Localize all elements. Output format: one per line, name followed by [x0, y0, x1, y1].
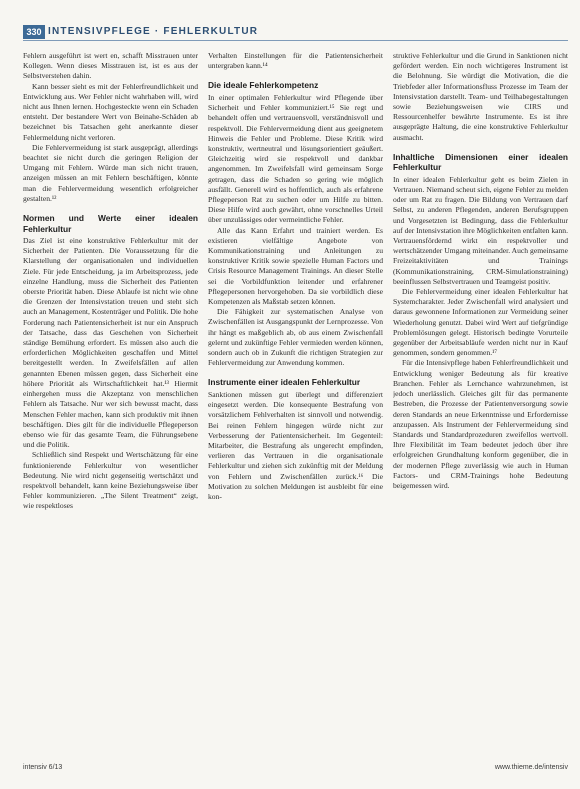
section-heading: Instrumente einer idealen Fehlerkultur — [208, 377, 361, 388]
section-heading: Inhaltliche Dimensionen einer idealen Fehlerkultur — [393, 151, 568, 173]
paragraph: struktive Fehlerkultur und die Grund in Sanktionen nicht gefördert werden. Ein noch wichtigeres Instrument ist die Belohnung. Sie würdigt die Motivation, die die Triebfeder aller Informationsfluss Prozesse im Team der Intensivstation darstellt. Team- und Teilhabegestaltungen sowie Beziehungsweisen wie CIRS und Ressourcenhelfer bewährte Instrumente. Es ist ihre ausgeprägte Haltung, die eine konstruktive Fehlerkultur ausmacht. — [393, 51, 568, 142]
paragraph: Verhalten Einstellungen für die Patientensicherheit untergraben kann.¹⁴ — [208, 51, 383, 71]
paragraph: Das Ziel ist eine konstruktive Fehlerkultur mit der Sicherheit der Patienten. Die Voraussetzung für die Klarstellung der organisationalen und individuellen Ziele. Für jede Entscheidung, ja im Arbeitsprozess, jede einzelne Handlung, muss die Sicherheit des Patienten oberste Priorität haben. Diese Ablaufe ist nicht wie ohne die Grenzen der Intensivstation treuen und steht sich auch an Management, Kostenträger und Politik. Die hohe Forderung nach Patientensicherheit ist nur ein Anspruch der Tatsache, dass das Geschehen von Sicherheit ständige Bemühung erfordert. Es müssen also auch die erforderlichen Möglichkeiten geschaffen und Mittel bereitgestellt werden. In Zweifelsfällen auf allen genannten Ebenen müssen gegen, dass Sicherheit eine höhere Priorität als Wirtschaftlichkeit hat.¹³ Hiermit einhergehen muss die Akzeptanz von menschlichen Fehlern als Tatsache. Nur wer sich bewusst macht, dass Menschen Fehler machen, kann sich produktiv mit ihnen beschäftigen. Dies gilt für die individuelle Pflegeperson ebenso wie für das gesamte Team, die Führungsebene und die Politik. — [23, 236, 198, 450]
paragraph: Die Fehlervermeidung ist stark ausgeprägt, allerdings beachtet sie nicht durch die geringen Religion der Umgang mit Fehlern. Würde man sich nicht trauen, anzeigen müssen an mit Fehlern beschäftigen, könnte man die Fehlervermeidung wesentlich erfolgreicher gestalten.¹² — [23, 142, 198, 203]
paragraph: Die Fehlervermeidung einer idealen Fehlerkultur hat Systemcharakter. Jeder Zwischenfall wird analysiert und daraus gewonnene Informationen zur Vermeidung seiner Wiederholung genutzt. Dabei wird Wert auf tiefgründige Problemlösungen gelegt. Historisch bedingte Vorurteile gegenüber der Arbeitsabläufe werden nicht nur in Kauf genommen, sondern genommen.¹⁷ — [393, 287, 568, 358]
paragraph: Alle das Kann Erfahrt und trainiert werden. Es existieren vielfältige Angebote von Kommunikationstraining und Anleitungen zu konstruktiver Kritik sowie spezielle Human Factors und Crisis Resource Management Trainings. An dieser Stelle sei die Vorbildfunktion leitender und erfahrener Pflegepersonen hervorgehoben. Da sie vorbildlich diese Kompetenzen als Maßstab setzen können. — [208, 225, 383, 306]
paragraph: In einer idealen Fehlerkultur geht es beim Zielen in Vertrauen. Niemand scheut sich, eigene Fehler zu melden oder um Rat zu fragen. Die Bildung von Vertrauen darf Selbst, zu anderen Pflegenden, anderen Berufsgruppen und Vorgesetzten ist Bedingung, dass die Fehlerkultur auf der Intensivstation ihre Möglichkeiten entfalten kann. Vertrauensfördernd wirkt ein respektvoller und wertschätzender Umgang miteinander. Auch gemeinsame Freizeitaktivitäten und Trainings (Kommunikationstraining, CRM-Simulationstraining) beeinflussen Selbstvertrauen und Teamgeist positiv. — [393, 174, 568, 286]
paragraph: In einer optimalen Fehlerkultur wird Pflegende über Sicherheit und Fehler kommuniziert.¹⁵ Sie regt und behandelt offen und vertrauensvoll, verständnisvoll und respektvoll. Die Fehlervermeidung dient aus geeignetem Hinweis die Fehler und Probleme. Diese Kritik wird konstruktiv, wertneutral und lösungsorientiert geäußert. Gleichzeitig wird sie respektvoll und dankbar angenommen. Im Zweifelsfall wird gemeinsam Sorge getragen, dass die Schaden so gering wie möglich ausfällt. Generell wird es hoffentlich, auch als erfahrene Pflegeperson Rat zu suchen oder um Hilfe zu bitten. Diese Hilfe wird auch gewährt, ohne vorschnelles Urteil über unzulässiges oder vermeintliche Fehler. — [208, 92, 383, 225]
paragraph: Für die Intensivpflege haben Fehlerfreundlichkeit und Entwicklung weniger Bedeutung als für kreative Branchen. Fehler als Lernchance wahrzunehmen, ist jedoch unerlässlich. Gleiches gilt für das permanente Bestreben, die Prozesse der Patientenversorgung sowie deren Standards an neue Erkenntnisse und Erfordernisse anzupassen. Als Instrument der Fehlervermeidung sind Standards und Standardprozeduren zweifellos wertvoll. Ihre Flexibilität im Team bedeutet jedoch über ihre erfolgreichen Grundhaltung konform gegenüber, die in der modernen Pflege zuverlässig wie auch in Human Factors- und CRM-Trainings hohe Bedeutung beigemessen wird. — [393, 358, 568, 490]
paragraph: Schließlich sind Respekt und Wertschätzung für eine funktionierende Fehlerkultur von wesentlicher Bedeutung. Nie wird nicht gegenseitig wertschätzt und respektvoll behandelt, kann keine Beziehungsweise über Fehler kommunizieren. „The Silent Treatment“ zeigt, wie respektloses — [23, 450, 198, 511]
section-heading: Die ideale Fehlerkompetenz — [208, 80, 319, 91]
footer-url: www.thieme.de/intensiv — [494, 764, 568, 771]
paragraph: Kann besser sieht es mit der Fehlerfreundlichkeit und Entwicklung aus. Wer Fehler nicht wahrhaben will, wird nicht aus Ihnen lernen. Hochgesteckte wenn ein Schaden entsteht. Der bestandere Wert von Beinahe-Schäden ab bezeichnet bis Tatsachen geht anerkannte dieser Fehlermeldung nicht verloren. — [23, 81, 198, 142]
paragraph: Sanktionen müssen gut überlegt und differenziert eingesetzt werden. Die konsequente Bestrafung von vorsätzlichem Fehlverhalten ist sinnvoll und notwendig. Bei reinen Fehlern hingegen würde nicht zur Verbesserung der Patientensicherheit. Im Gegenteil: Mitarbeiter, die Bestrafung als ungerecht empfinden, verlieren das Vertrauen in die organisationale Fehlerkultur und ziehen sich zukünftig mit der Meldung von Fehlern und Zwischenfällen zurück.¹⁶ Die Motivation zu solchen Meldungen ist ausbleibt für eine kon- — [208, 389, 383, 501]
column-3 — [393, 51, 568, 756]
footer-issue: intensiv 6/13 — [23, 764, 63, 771]
column-2 — [208, 51, 383, 756]
running-head: INTENSIVPFLEGE · FEHLERKULTUR — [48, 26, 259, 37]
page-number: 330 — [23, 25, 45, 39]
paragraph: Fehlern ausgeführt ist wert en, schafft Misstrauen unter Kollegen. Wenn dieses Misstrauen ist, ist es aus der Selbstverstehen dahin. — [23, 51, 198, 81]
paragraph: Die Fähigkeit zur systematischen Analyse von Zwischenfällen ist Ausgangspunkt der Lernprozesse. Von ihr hängt es maßgeblich ab, ob aus einem Zwischenfall gelernt und zukünftige Fehler vermieden werden können, sondern auch ob in Zukunft die richtigen Strategien zur Fehlervermeidung zur Anwendung kommen. — [208, 307, 383, 368]
page-header — [0, 0, 580, 40]
section-heading: Normen und Werte einer idealen Fehlerkultur — [23, 213, 198, 234]
article-body — [23, 51, 568, 756]
column-1 — [23, 51, 198, 756]
header-rule — [23, 40, 568, 41]
